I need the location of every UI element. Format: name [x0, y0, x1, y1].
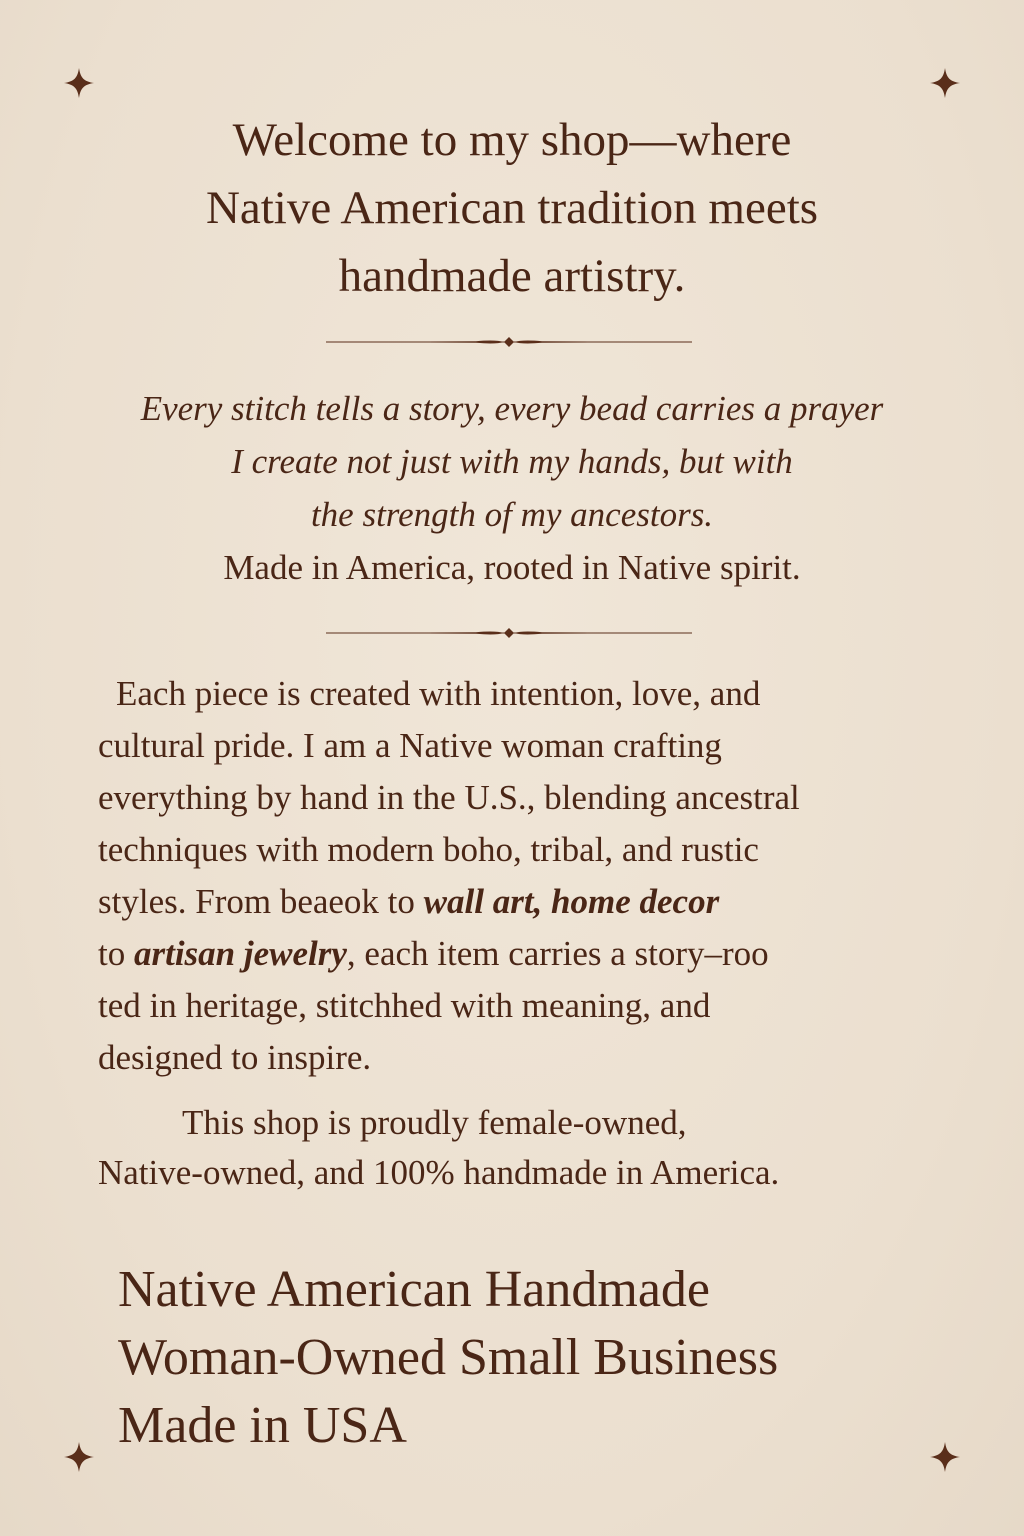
description-line: Each piece is created with intention, love, and [116, 674, 761, 713]
corner-star-icon [62, 1440, 96, 1474]
quote-tagline: Made in America, rooted in Native spirit. [223, 548, 801, 587]
business-badges [118, 1256, 938, 1460]
corner-star-icon [62, 66, 96, 100]
ownership-line: Native-owned, and 100% handmade in America. [98, 1153, 780, 1192]
corner-star-icon [928, 66, 962, 100]
title-line: Native American tradition meets [205, 182, 819, 234]
description-line [98, 928, 978, 980]
badge-woman-owned: Woman-Owned Small Business [118, 1329, 779, 1386]
ownership-statement [98, 1098, 978, 1198]
description-line: designed to inspire. [98, 1038, 372, 1077]
quote-block [40, 382, 984, 594]
quote-line: the strength of my ancestors. [310, 495, 714, 534]
description-line: cultural pride. I am a Native woman crafting [98, 726, 722, 765]
description-text: to [98, 934, 134, 973]
badge-made-in-usa: Made in USA [118, 1397, 407, 1454]
title-line: Welcome to my shop—where [232, 114, 792, 166]
description-line: techniques with modern boho, tribal, and rustic [98, 830, 759, 869]
description-line [98, 876, 978, 928]
description-text: styles. From beaeok to [98, 882, 424, 921]
badge-native-handmade: Native American Handmade [118, 1261, 710, 1318]
product-category-emphasis: artisan jewelry [133, 934, 347, 973]
ornamental-divider-icon [326, 334, 692, 350]
title-line: handmade artistry. [338, 250, 686, 302]
page-title [60, 106, 964, 310]
quote-line: I create not just with my hands, but with [231, 442, 793, 481]
shop-description [98, 668, 978, 1084]
description-line: everything by hand in the U.S., blending ancestral [98, 778, 800, 817]
ornamental-divider-icon [326, 625, 692, 641]
quote-line: Every stitch tells a story, every bead carries a prayer [140, 389, 884, 428]
description-line: ted in heritage, stitchhed with meaning, and [98, 986, 711, 1025]
product-category-emphasis: wall art, home decor [423, 882, 720, 921]
description-text: , each item carries a story–roo [346, 934, 769, 973]
ownership-line: This shop is proudly female-owned, [182, 1103, 687, 1142]
